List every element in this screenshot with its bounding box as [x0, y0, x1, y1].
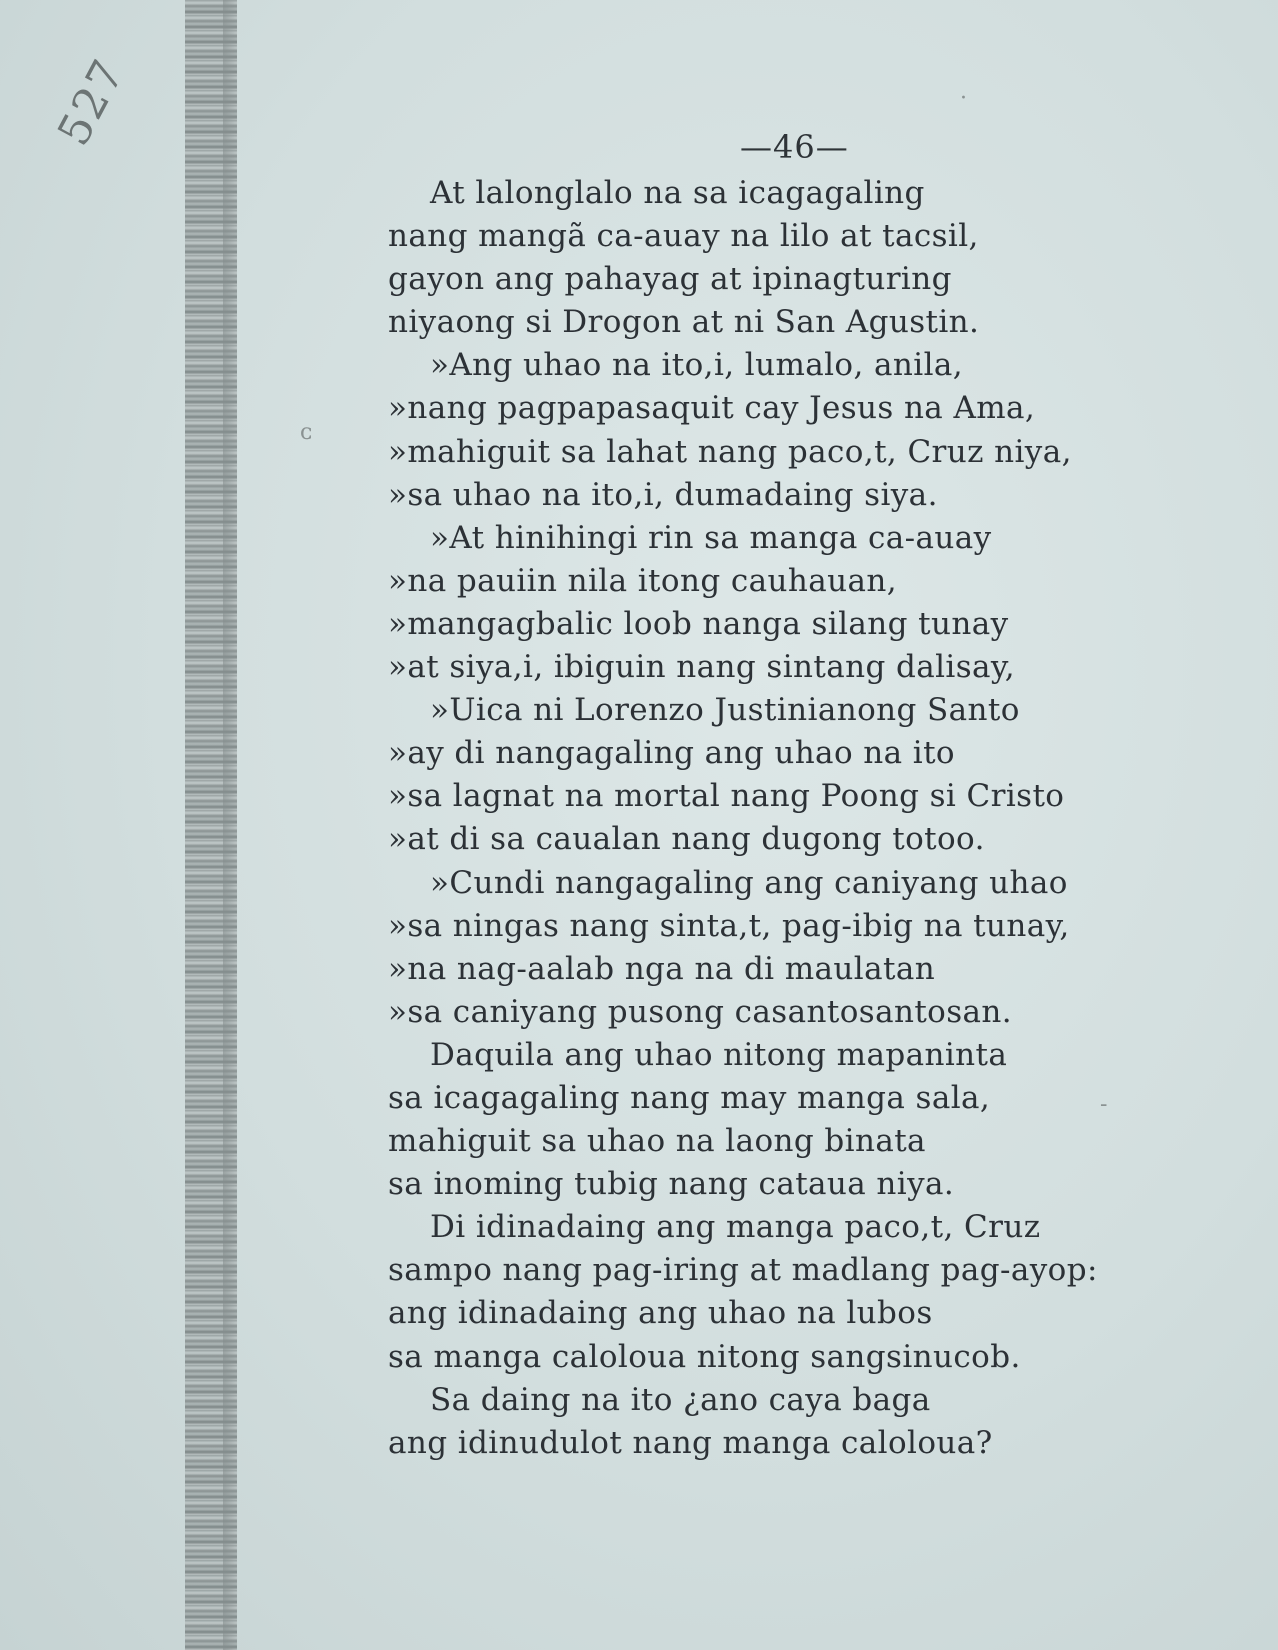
page-number: —46— [740, 128, 849, 166]
poem-line: »At hinihingi rin sa manga ca-auay [430, 519, 992, 556]
poem-line: sa manga caloloua nitong sangsinucob. [388, 1338, 1021, 1375]
poem-line: »Uica ni Lorenzo Justinianong Santo [430, 692, 1020, 729]
poem-line: »at di sa caualan nang dugong totoo. [388, 821, 985, 858]
poem-line: »Ang uhao na ito,i, lumalo, anila, [430, 347, 964, 384]
poem-line: mahiguit sa uhao na laong binata [388, 1123, 926, 1160]
poem-line: At lalonglalo na sa icagagaling [430, 175, 925, 211]
stray-mark: · [960, 86, 967, 111]
poem-line: »ay di nangagaling ang uhao na ito [388, 735, 955, 772]
poem-line: sampo nang pag-iring at madlang pag-ayop: [388, 1252, 1098, 1289]
poem-line: »na nag-aalab nga na di maulatan [388, 950, 936, 987]
poem-line: »nang pagpapasaquit cay Jesus na Ama, [388, 390, 1036, 427]
poem-line: sa inoming tubig nang cataua niya. [388, 1166, 955, 1203]
poem-line: »sa uhao na ito,i, dumadaing siya. [388, 476, 938, 513]
handwritten-margin-note: 527 [48, 50, 136, 154]
poem-line: »sa caniyang pusong casantosantosan. [388, 993, 1013, 1030]
poem-line: ang idinadaing ang uhao na lubos [388, 1295, 933, 1332]
poem-line: »na pauiin nila itong cauhauan, [388, 562, 897, 599]
poem-line: »at siya,i, ibiguin nang sintang dalisay, [388, 649, 1015, 686]
poem-line: »sa ningas nang sinta,t, pag-ibig na tunay, [388, 907, 1070, 944]
poem-line: »mangagbalic loob nanga silang tunay [388, 605, 1009, 642]
stray-mark: - [1100, 1092, 1108, 1117]
poem-text-block [388, 172, 1178, 1465]
poem-line: gayon ang pahayag at ipinagturing [388, 261, 952, 298]
poem-line: nang mangã ca-auay na lilo at tacsil, [388, 218, 979, 255]
poem-line: »mahiguit sa lahat nang paco,t, Cruz niya, [388, 433, 1072, 470]
poem-line: Sa daing na ito ¿ano caya baga [430, 1381, 931, 1418]
poem-line: »sa lagnat na mortal nang Poong si Cristo [388, 778, 1065, 815]
book-binding-edge [185, 0, 237, 1650]
poem-line: Daquila ang uhao nitong mapaninta [430, 1036, 1008, 1073]
poem-line: ang idinudulot nang manga caloloua? [388, 1424, 993, 1461]
poem-line: »Cundi nangagaling ang caniyang uhao [430, 864, 1068, 901]
poem-line: sa icagagaling nang may manga sala, [388, 1079, 991, 1116]
poem-line: Di idinadaing ang manga paco,t, Cruz [430, 1209, 1041, 1246]
poem-line: niyaong si Drogon at ni San Agustin. [388, 304, 980, 341]
stray-mark: ᴄ [300, 420, 313, 445]
